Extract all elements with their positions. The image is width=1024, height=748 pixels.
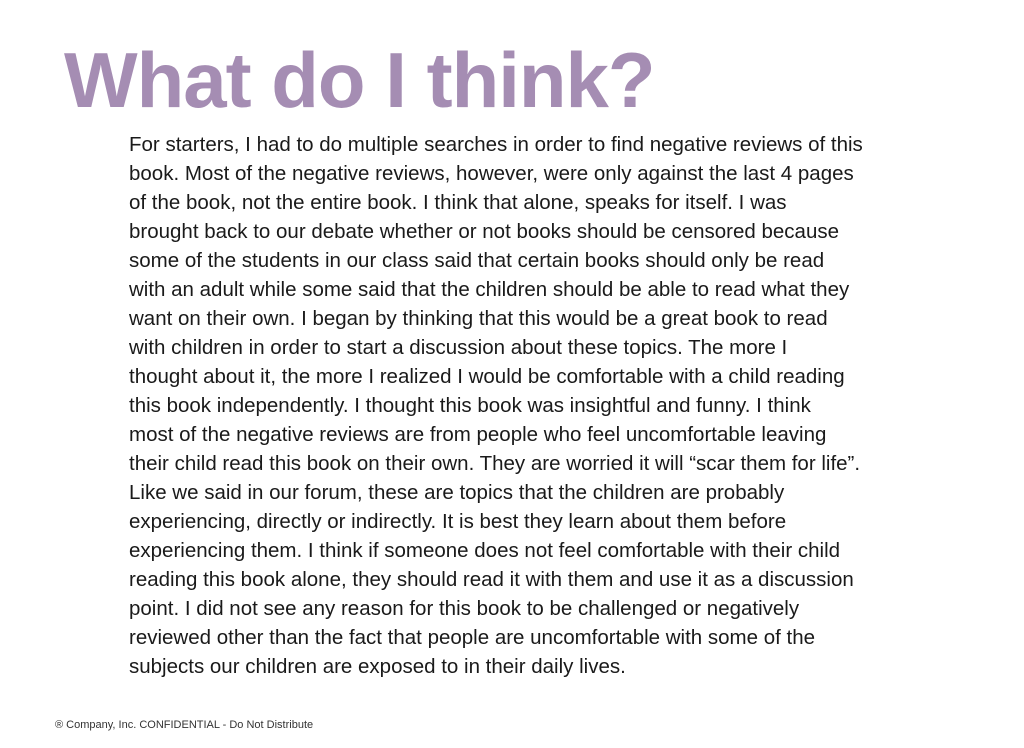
body-line: brought back to our debate whether or not books should be censored because [129, 220, 840, 243]
body-line: Like we said in our forum, these are topics that the children are probably [129, 481, 785, 504]
body-line: their child read this book on their own. They are worried it will “scar them for life”. [129, 452, 861, 475]
body-line: point. I did not see any reason for this book to be challenged or negatively [129, 597, 800, 620]
body-line: with an adult while some said that the children should be able to read what they [129, 278, 850, 301]
body-line: this book independently. I thought this book was insightful and funny. I think [129, 394, 811, 417]
body-line: For starters, I had to do multiple searches in order to find negative reviews of this [129, 133, 863, 156]
body-line: some of the students in our class said that certain books should only be read [129, 249, 825, 272]
body-line: experiencing, directly or indirectly. It is best they learn about them before [129, 510, 787, 533]
body-paragraph [129, 130, 989, 681]
body-line: book. Most of the negative reviews, however, were only against the last 4 pages [129, 162, 854, 185]
body-line: most of the negative reviews are from people who feel uncomfortable leaving [129, 423, 827, 446]
body-line: experiencing them. I think if someone does not feel comfortable with their child [129, 539, 841, 562]
body-line: with children in order to start a discussion about these topics. The more I [129, 336, 788, 359]
confidential-footer: ® Company, Inc. CONFIDENTIAL - Do Not Distribute [55, 719, 314, 731]
body-line: reviewed other than the fact that people are uncomfortable with some of the [129, 626, 816, 649]
body-line: subjects our children are exposed to in their daily lives. [129, 655, 626, 678]
body-line: reading this book alone, they should read it with them and use it as a discussion [129, 568, 854, 591]
body-line: want on their own. I began by thinking that this would be a great book to read [129, 307, 828, 330]
body-line: of the book, not the entire book. I think that alone, speaks for itself. I was [129, 191, 787, 214]
slide-title: What do I think? [64, 36, 655, 124]
body-line: thought about it, the more I realized I would be comfortable with a child reading [129, 365, 845, 388]
